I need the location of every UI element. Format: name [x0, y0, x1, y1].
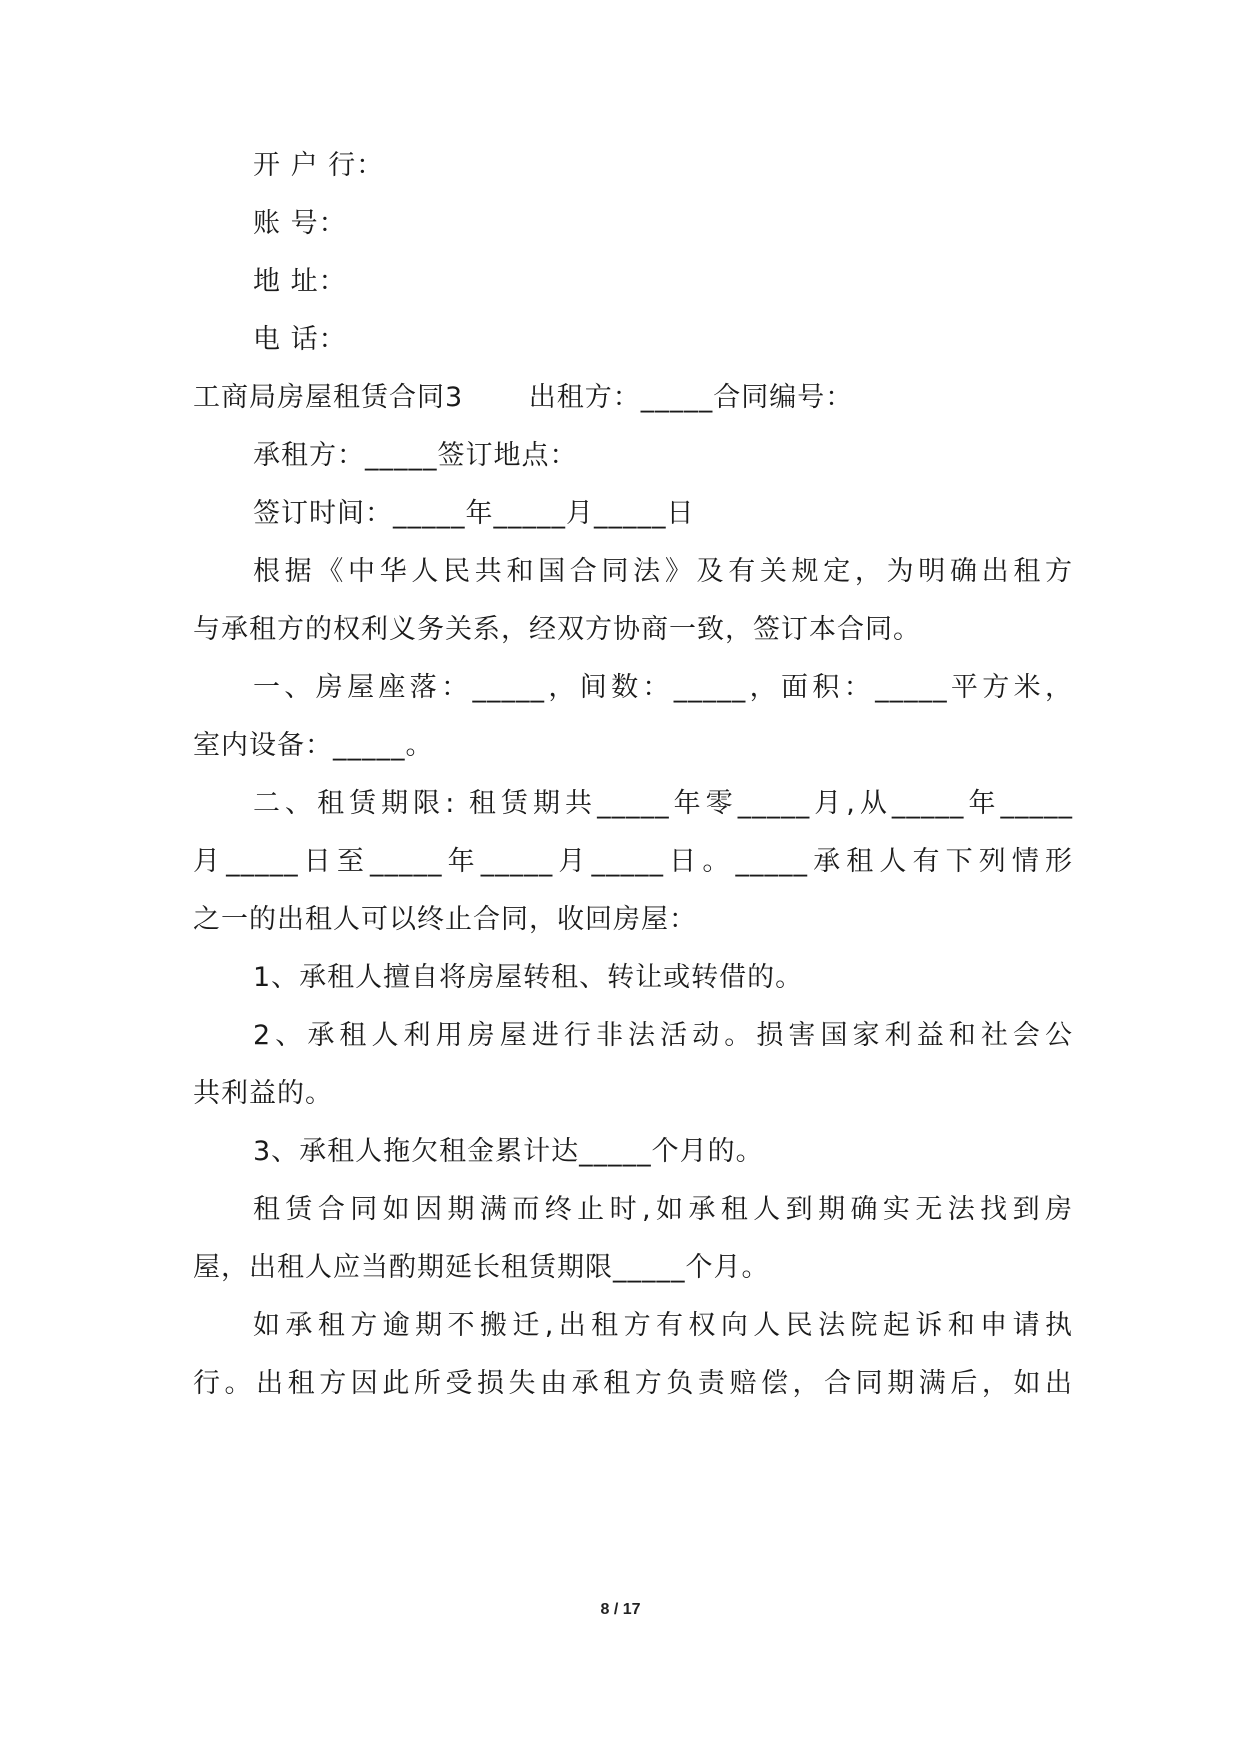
paragraph-line: 租赁合同如因期满而终止时,如承租人到期确实无法找到房 [253, 1194, 1073, 1225]
page-number: 8 / 17 [600, 1601, 641, 1618]
paragraph-line: 屋，出租人应当酌期延长租赁期限_____个月。 [193, 1252, 770, 1283]
list-item-line: 2、承租人利用房屋进行非法活动。损害国家利益和社会公 [253, 1020, 1073, 1051]
clause-line: 二、租赁期限: 租赁期共_____年零_____月,从_____年_____ [253, 788, 1073, 819]
signing-date-line: 签订时间：_____年_____月_____日 [253, 498, 695, 529]
paragraph-line: 行。出租方因此所受损失由承租方负责赔偿，合同期满后，如出 [193, 1368, 1073, 1399]
tenant-line: 承租方：_____签订地点： [253, 440, 578, 471]
list-item-line: 3、承租人拖欠租金累计达_____个月的。 [253, 1136, 764, 1167]
address-line: 地 址： [253, 266, 347, 297]
list-item-line: 1、承租人擅自将房屋转租、转让或转借的。 [253, 962, 804, 993]
contract-title-line: 工商局房屋租赁合同3 出租方：_____合同编号： [193, 382, 854, 413]
preamble-line: 根据《中华人民共和国合同法》及有关规定，为明确出租方 [253, 556, 1073, 587]
preamble-line: 与承租方的权利义务关系，经双方协商一致，签订本合同。 [193, 614, 921, 645]
bank-name-line: 开 户 行： [253, 150, 385, 181]
paragraph-line: 如承租方逾期不搬迁,出租方有权向人民法院起诉和申请执 [253, 1310, 1073, 1341]
clause-line: 一、房屋座落：_____，间数：_____，面积：_____平方米， [253, 672, 1073, 703]
clause-line: 室内设备：_____。 [193, 730, 434, 761]
phone-line: 电 话： [253, 324, 347, 355]
account-number-line: 账 号： [253, 208, 347, 239]
clause-line: 之一的出租人可以终止合同，收回房屋： [193, 904, 697, 935]
clause-line: 月_____日至_____年_____月_____日。_____承租人有下列情形 [193, 846, 1073, 877]
list-item-line: 共利益的。 [193, 1078, 333, 1109]
